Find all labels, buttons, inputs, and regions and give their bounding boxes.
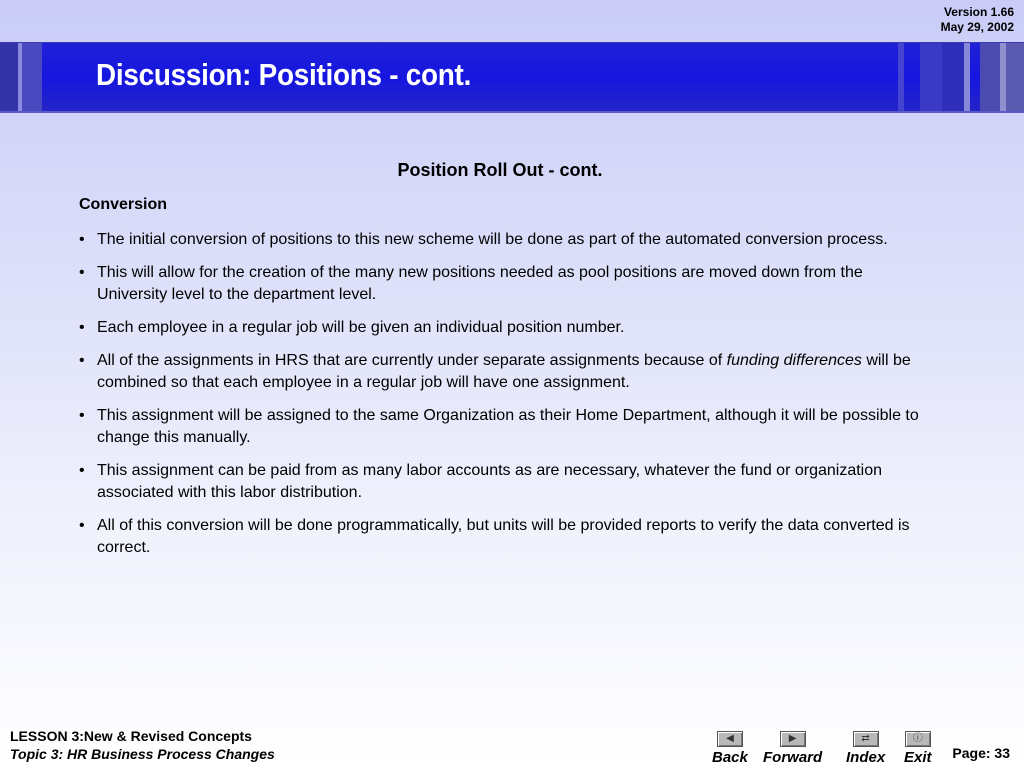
- page-title: Discussion: Positions - cont.: [96, 57, 472, 92]
- exit-label: Exit: [904, 749, 932, 766]
- bullet-text-after: will be combined so that each employee in a regular job will have one assignment.: [97, 352, 911, 391]
- page-number: Page: 33: [952, 745, 1010, 761]
- bullet-text: This will allow for the creation of the many new positions needed as pool positions are moved down from the University level to the department level.: [97, 264, 863, 303]
- lesson-label: LESSON 3:New & Revised Concepts: [10, 728, 252, 744]
- list-item: [79, 350, 929, 394]
- bullet-icon: •: [79, 407, 85, 424]
- bullet-text: [97, 352, 911, 391]
- topic-label: Topic 3: HR Business Process Changes: [10, 746, 275, 762]
- index-button[interactable]: [846, 731, 885, 766]
- back-arrow-icon: ◀: [717, 731, 743, 747]
- exit-button[interactable]: [904, 731, 932, 766]
- list-item: [79, 229, 929, 251]
- list-item: [79, 515, 929, 559]
- forward-label: Forward: [763, 749, 823, 766]
- bullet-icon: •: [79, 352, 85, 369]
- bullet-text: All of this conversion will be done programmatically, but units will be provided reports to verify the data converted is correct.: [97, 517, 910, 556]
- list-item: [79, 262, 929, 306]
- bullet-text: This assignment can be paid from as many labor accounts as are necessary, whatever the fund or organization associated with this labor distribution.: [97, 462, 883, 501]
- list-item: [79, 317, 929, 339]
- bullet-text: The initial conversion of positions to this new scheme will be done as part of the automated conversion process.: [97, 231, 888, 248]
- bullet-icon: •: [79, 264, 85, 281]
- section-heading: Conversion: [79, 196, 168, 213]
- slide-subtitle: Position Roll Out - cont.: [397, 160, 603, 180]
- back-label: Back: [712, 749, 748, 766]
- forward-arrow-icon: ▶: [780, 731, 806, 747]
- forward-button[interactable]: [763, 731, 822, 766]
- bullet-icon: •: [79, 462, 85, 479]
- bullet-list: [79, 229, 929, 570]
- bullet-text-before: All of the assignments in HRS that are currently under separate assignments because of: [97, 352, 727, 369]
- exit-icon: ⓘ: [905, 731, 931, 747]
- bullet-text: Each employee in a regular job will be given an individual position number.: [97, 319, 625, 336]
- bullet-text: This assignment will be assigned to the same Organization as their Home Department, although it will be possible to change this manually.: [97, 407, 919, 446]
- version-info: [941, 5, 1014, 35]
- emphasis-text: funding differences: [726, 352, 862, 369]
- list-item: [79, 405, 929, 449]
- footer-lesson-info: [10, 727, 275, 763]
- bullet-icon: •: [79, 319, 85, 336]
- version-number: Version 1.66: [943, 5, 1014, 19]
- bullet-icon: •: [79, 517, 85, 534]
- back-button[interactable]: [712, 731, 748, 766]
- version-date: May 29, 2002: [940, 20, 1014, 34]
- index-icon: ⇄: [853, 731, 879, 747]
- list-item: [79, 460, 929, 504]
- index-label: Index: [846, 749, 886, 766]
- bullet-icon: •: [79, 231, 85, 248]
